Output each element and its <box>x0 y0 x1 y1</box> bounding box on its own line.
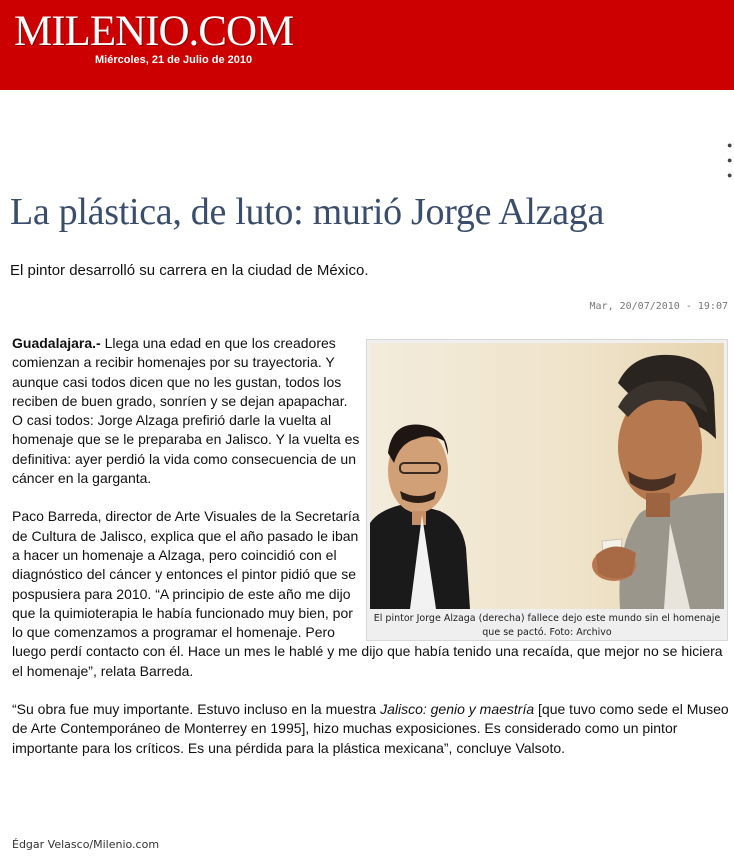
paragraph-2: Paco Barreda, director de Arte Visuales de la Secretaría de Cultura de Jalisco, explica que el año pasado le iban a hacer un homenaje a Alzaga, pero coincidió con el diagnóstico del cáncer y entonces el pintor pidió que se pospusiera para 2010. “A principio de este año me dijo que la quimioterapia le había funcionado muy bien, por lo que comenzamos a programar el homenaje. Pero luego perdí contacto con él. Hace un mes le hablé y me dijo que había tenido una recaída, que mejor no se hiciera el homenaje”, relata Barreda. <box>12 508 723 679</box>
masthead <box>0 0 734 90</box>
paragraph-1-text: Llega una edad en que los creadores comienzan a recibir homenajes por su trayectoria. Y aunque casi todos dicen que no les gustan, todos los reciben de buen grado, sonríen y se dejan apapachar. O casi todos: Jorge Alzaga prefirió darle la vuelta al homenaje que se le preparaba en Jalisco. Y la vuelta es definitiva: ayer perdió la vida como consecuencia de un cáncer en la garganta. <box>12 335 360 487</box>
exhibition-title: Jalisco: genio y maestría <box>380 701 535 718</box>
dateline: Guadalajara.- <box>12 335 101 351</box>
article-headline: La plástica, de luto: murió Jorge Alzaga <box>10 191 605 233</box>
edge-fragment: ● <box>727 155 733 165</box>
photo-spacer <box>362 334 730 640</box>
paragraph-3 <box>12 700 730 758</box>
edge-fragment: ● <box>727 140 733 150</box>
masthead-date: Miércoles, 21 de Julio de 2010 <box>95 54 253 66</box>
article-body <box>12 334 730 777</box>
article-byline: Édgar Velasco/Milenio.com <box>12 838 160 851</box>
article-timestamp: Mar, 20/07/2010 - 19:07 <box>589 301 728 312</box>
article-subhead: El pintor desarrolló su carrera en la ciudad de México. <box>10 262 369 279</box>
edge-fragment: ● <box>727 170 733 180</box>
photo-caption: El pintor Jorge Alzaga (derecha) fallece dejo este mundo sin el homenaje que se pactó. Foto: Archivo <box>373 613 721 638</box>
site-logo[interactable]: MILENIO.COM <box>14 8 294 55</box>
paragraph-3-before: “Su obra fue muy importante. Estuvo incluso en la muestra <box>12 701 381 718</box>
paragraph-3-after: [que tuvo como sede el Museo de Arte Contemporáneo de Monterrey en 1995], hizo muchas exposiciones. Es considerado como un pintor importante para los críticos. Es una pérdida para la plástica mexicana”, concluye Valsoto. <box>12 701 729 756</box>
